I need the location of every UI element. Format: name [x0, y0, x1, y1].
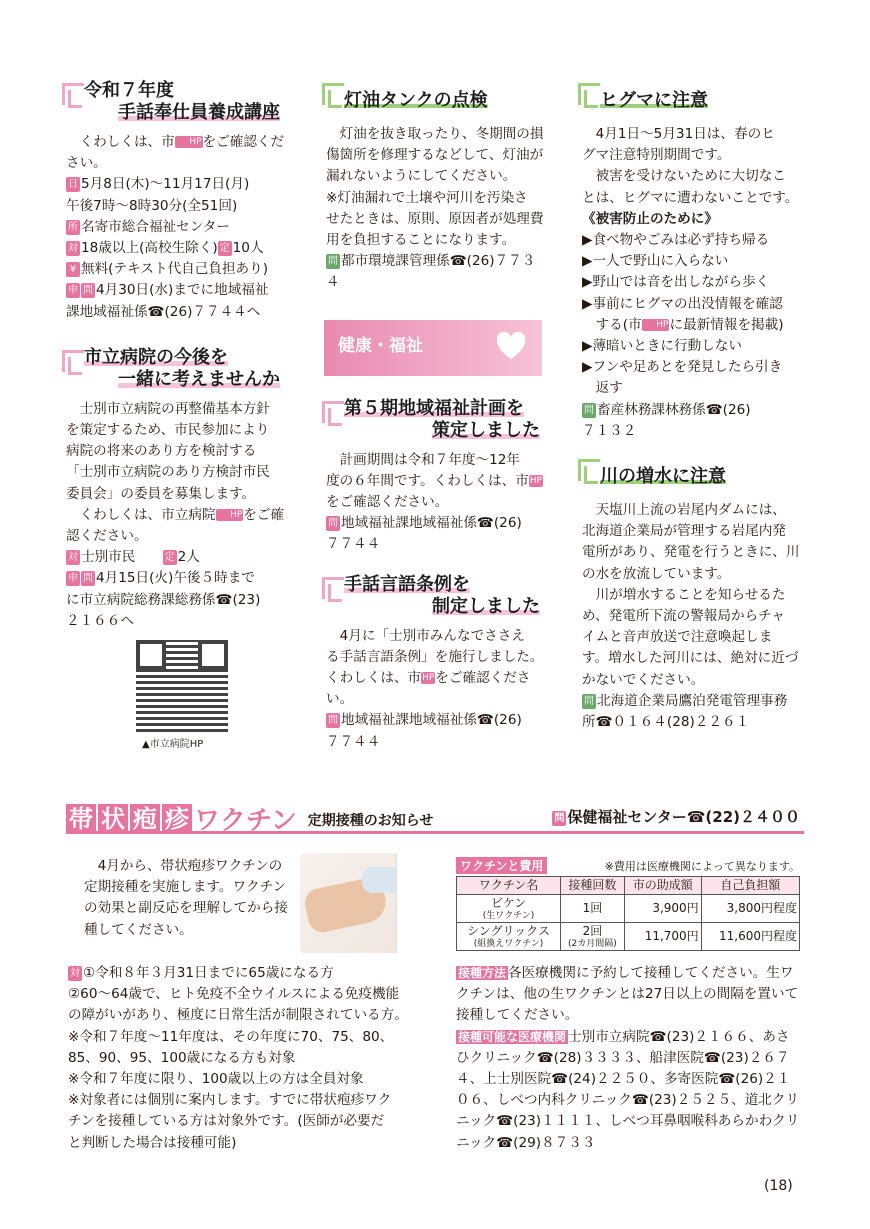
vaccine-contact: 問 保健福祉センター☎(22)２４００ — [554, 808, 800, 826]
place-tag: 所 — [68, 221, 78, 233]
vaccine-fee-table: ワクチン名 接種回数 市の助成額 自己負担額 ビケン (生ワクチン) 1回 3,900円 3,800円程度 シングリックス (組換えワクチン) 2回 (2カ月間隔) 11,700円 11,600円程度 — [456, 876, 800, 951]
qr-caption: ▲市立病院HP — [142, 739, 204, 751]
fees-label: ワクチンと費用 — [456, 857, 547, 874]
table-row: シングリックス (組換えワクチン) 2回 (2カ月間隔) 11,700円 11,600円程度 — [457, 923, 800, 951]
fees-note: ※費用は医療機関によって異なります。 — [604, 859, 800, 873]
river-warning-heading: 川の増水に注意 — [582, 456, 804, 494]
vaccine-fees — [456, 857, 800, 951]
apply-tag: 申 — [68, 285, 78, 297]
column-3: ヒグマに注意 4月1日～5月31日は、春のヒ グマ注意特別期間です。 被害を受けないために大切なこ とは、ヒグマに遭わないことです。 《被害防止のために》 ▶食べ物やごみは必ず持ち帰る ▶一人で野山に入らない ▶野山では音を出しながら歩く ▶事前にヒグマの出没情報を確認 する(市 HPに最新情報を掲載) ▶薄暗いときに行動しない ▶フンや足あとを発見したら引き 返す 問 畜産林務課林務係☎(26) ７１３２ 川の増水に注意 天塩川上流の岩尾内ダムには、 北海道企業局が管理する岩尾内発 電所があり、発電を行うときに、川 の水を放流しています。 川が増水することを知らせるた め、発電所下流の警報局からチャ イムと音声放送で注意喚起しま す。増水した河川には、絶対に近づ かないでください。 問 北海道企業局鷹泊発電管理事務 所☎０１６４(28)２２６１ — [582, 80, 804, 733]
date-tag: 日 — [68, 179, 78, 191]
inquiry-tag: 問 — [83, 285, 93, 297]
health-welfare-banner: 健康・福祉 — [324, 320, 542, 376]
info-line: さい。 — [66, 155, 107, 172]
bear-warning-heading: ヒグマに注意 — [582, 80, 804, 118]
table-row: ビケン (生ワクチン) 1回 3,900円 3,800円程度 — [457, 895, 800, 923]
sign-language-course-heading: 令和７年度 手話奉仕員養成講座 — [66, 80, 288, 126]
info-line: くわしくは、市 HPをご確認くだ — [79, 134, 285, 150]
column-2: 灯油タンクの点検 灯油を抜き取ったり、冬期間の損 傷箇所を修理するなどして、灯油が 漏れないようにしてください。 ※灯油漏れで土壌や河川を汚染さ せたときは、原則、原因者が処理費 用を負担することになります。 問 都市環境課管理係☎(26)７７３４ 健康・福祉 第５期地域福祉計画を 策定しました 計画期間は令和７年度～12年 度の６年間です。くわしくは、市HP をご確認ください。 問 地域福祉課地域福祉係☎(26) ７７４４ 手話言語条例を 制定しました 4月に「士別市みんなでささえ る手話言語条例」を施行しました。 くわしくは、市HPをご確認くださ い。 問 地域福祉課地域福祉係☎(26) ７７４４ — [326, 80, 548, 753]
clinics-label: 接種可能な医療機関 — [458, 1029, 567, 1044]
vaccine-method: 接種方法 各医療機関に予約して接種してください。生ワクチンは、他の生ワクチンとは27日以上の間隔を置いて接種してください。 接種可能な医療機関 士別市立病院☎(23)２１６６、あさひクリニック☎(28)３３３３、船津医院☎(23)２６７４、上士別医院☎(24)２２５０、多寄医院☎(26)２１０６、しべつ内科クリニック☎(23)２５２５、道北クリニック☎(23)１１１１、しべつ耳鼻咽喉科あらかわクリニック☎(29)８７３３ — [456, 965, 800, 1151]
target-tag: 対 — [68, 243, 78, 255]
column-1: 令和７年度 手話奉仕員養成講座 くわしくは、市 HPをご確認くだ さい。 日 5月8日(木)～11月17日(月) 午後7時～8時30分(全51回) 所 名寄市総合福祉センター 対 18歳以上(高校生除く) 定 10人 ¥ 無料(テキスト代自己負担あり) 申 問 4月30日(水)までに地域福祉 課地域福祉係☎(26)７７４４へ 市立病院の今後を 一緒に考えませんか 士別市立病院の再整備基本方針 を策定するため、市民参加により 病院の将来のあり方を検討する 「士別市立病院のあり方検討市民 委員会」の委員を募集します。 くわしくは、市立病院 HPをご確 認ください。 対 士別市民 定 2人 申 問 4月15日(火)午後５時まで に市立病院総務課総務係☎(23) ２１６６へ ▲市立病院HP — [66, 80, 288, 755]
vaccination-photo — [300, 853, 448, 953]
heart-icon — [496, 332, 526, 362]
vaccine-target: 対 ①令和８年３月31日までに65歳になる方 ②60～64歳で、ヒト免疫不全ウイルスによる免疫機能 の障がいがあり、極度に日常生活が制限されている方。 ※令和７年度～11年度は、その年度に70、75、80、 85、90、95、100歳になる方も対象 ※令和７年度に限り、100歳以上の方は全員対象 ※対象者には個別に案内します。すでに帯状疱疹ワク チンを接種している方は対象外です。(医師が必要だ と判断した場合は接種可能) — [68, 965, 408, 1151]
hospital-qr-code[interactable] — [136, 640, 228, 732]
capacity-tag: 定 — [219, 243, 230, 255]
method-label: 接種方法 — [458, 966, 507, 980]
hospital-committee-heading: 市立病院の今後を 一緒に考えませんか — [66, 347, 288, 393]
fee-tag: ¥ — [66, 262, 80, 277]
sign-language-ordinance-heading: 手話言語条例を 制定しました — [326, 574, 548, 620]
vaccine-title-bar: 帯 状 疱 疹 ワクチン 定期接種のお知らせ 問 保健福祉センター☎(22)２４００ — [66, 800, 804, 834]
vaccine-intro: 4月から、帯状疱疹ワクチンの 定期接種を実施します。ワクチン の効果と副反応を理解してから接 種してください。 — [84, 858, 288, 938]
welfare-plan-heading: 第５期地域福祉計画を 策定しました — [326, 398, 548, 444]
page-number: (18) — [764, 1178, 793, 1194]
vaccine-subtitle: 定期接種のお知らせ — [307, 813, 434, 829]
kerosene-tank-heading: 灯油タンクの点検 — [326, 80, 548, 118]
